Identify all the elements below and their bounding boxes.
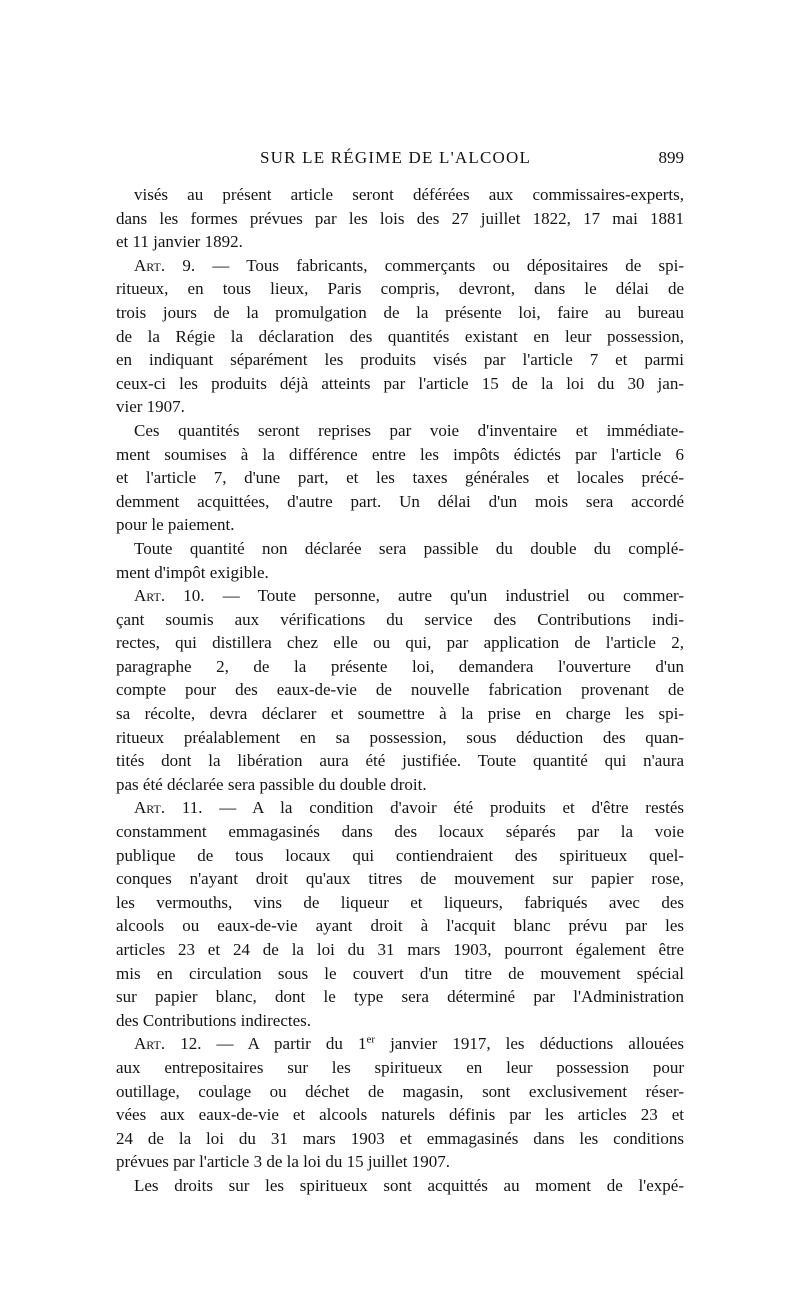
line-text: et l'article 7, d'une part, et les taxes générales et locales précé- xyxy=(116,468,684,488)
book-page xyxy=(116,0,684,1304)
text-line xyxy=(116,891,684,915)
line-text: les vermouths, vins de liqueur et liqueurs, fabriqués avec des xyxy=(116,892,684,912)
text-line xyxy=(116,844,684,868)
page-number: 899 xyxy=(658,148,684,167)
text-line xyxy=(116,726,684,750)
line-text-continued: janvier 1917, les déductions allouées xyxy=(375,1034,684,1054)
line-text: ritueux, en tous lieux, Paris compris, devront, dans le délai de xyxy=(116,279,684,299)
paragraph xyxy=(116,584,684,796)
line-text: conques n'ayant droit qu'aux titres de mouvement sur papier rose, xyxy=(116,869,684,889)
paragraph xyxy=(116,1032,684,1174)
line-text: ceux-ci les produits déjà atteints par l'article 15 de la loi du 30 jan- xyxy=(116,373,684,393)
line-text: — A la condition d'avoir été produits et d'être restés xyxy=(202,798,684,818)
line-text: alcools ou eaux-de-vie ayant droit à l'acquit blanc prévu par les xyxy=(116,916,684,936)
line-text: çant soumis aux vérifications du service des Contributions indi- xyxy=(116,609,684,629)
text-line xyxy=(116,985,684,1009)
line-text: de la Régie la déclaration des quantités existant en leur possession, xyxy=(116,326,684,346)
superscript: er xyxy=(366,1033,376,1046)
line-text: rectes, qui distillera chez elle ou qui, par application de l'article 2, xyxy=(116,633,684,653)
text-line xyxy=(116,325,684,349)
text-line xyxy=(116,348,684,372)
line-text: Toute quantité non déclarée sera passible du double du complé- xyxy=(134,538,684,558)
text-line xyxy=(116,1174,684,1198)
line-text: outillage, coulage ou déchet de magasin, sont exclusivement réser- xyxy=(116,1081,684,1101)
line-text: Ces quantités seront reprises par voie d'inventaire et immédiate- xyxy=(134,420,684,440)
line-text: Les droits sur les spiritueux sont acquittés au moment de l'expé- xyxy=(134,1175,684,1195)
text-line xyxy=(116,537,684,561)
text-line xyxy=(116,1103,684,1127)
paragraph xyxy=(116,254,684,419)
line-text: et 11 janvier 1892. xyxy=(116,232,243,252)
text-line xyxy=(116,513,684,537)
line-text: dans les formes prévues par les lois des 27 juillet 1822, 17 mai 1881 xyxy=(116,208,684,228)
line-text: vées aux eaux-de-vie et alcools naturels définis par les articles 23 et xyxy=(116,1105,684,1125)
text-line xyxy=(116,230,684,254)
text-line xyxy=(116,1009,684,1033)
text-line xyxy=(116,183,684,207)
text-line xyxy=(116,254,684,278)
text-line xyxy=(116,1056,684,1080)
text-line xyxy=(116,395,684,419)
running-head xyxy=(116,146,684,172)
text-line xyxy=(116,773,684,797)
text-line xyxy=(116,608,684,632)
line-text: pour le paiement. xyxy=(116,515,235,535)
text-line xyxy=(116,702,684,726)
text-line xyxy=(116,443,684,467)
line-text: — Tous fabricants, commerçants ou dépositaires de spi- xyxy=(195,255,684,275)
line-text: ment soumises à la différence entre les impôts édictés par l'article 6 xyxy=(116,444,684,464)
text-line xyxy=(116,1032,684,1056)
article-number: Art. 11. xyxy=(134,798,203,818)
text-line xyxy=(116,820,684,844)
text-line xyxy=(116,466,684,490)
text-line xyxy=(116,796,684,820)
text-line xyxy=(116,938,684,962)
line-text: ritueux préalablement en sa possession, sous déduction des quan- xyxy=(116,727,684,747)
text-line xyxy=(116,277,684,301)
line-text: demment acquittées, d'autre part. Un délai d'un mois sera accordé xyxy=(116,491,684,511)
line-text: 24 de la loi du 31 mars 1903 et emmagasinés dans les conditions xyxy=(116,1128,684,1148)
text-line xyxy=(116,1127,684,1151)
text-line xyxy=(116,207,684,231)
text-line xyxy=(116,678,684,702)
line-text: articles 23 et 24 de la loi du 31 mars 1903, pourront également être xyxy=(116,940,684,959)
line-text: vier 1907. xyxy=(116,397,185,417)
article-number: Art. 12. xyxy=(134,1034,202,1054)
line-text: constamment emmagasinés dans des locaux séparés par la voie xyxy=(116,822,684,842)
line-text: des Contributions indirectes. xyxy=(116,1010,312,1030)
body-text xyxy=(116,183,684,1198)
text-line xyxy=(116,867,684,891)
text-line xyxy=(116,914,684,938)
text-line xyxy=(116,419,684,443)
line-text: — A partir du 1 xyxy=(201,1034,367,1054)
text-line xyxy=(116,584,684,608)
line-text: — Toute personne, autre qu'un industriel ou commer- xyxy=(204,586,684,606)
paragraph xyxy=(116,537,684,584)
article-number: Art. 9. xyxy=(134,255,196,275)
text-line xyxy=(116,1150,684,1174)
line-text: en indiquant séparément les produits visés par l'article 7 et parmi xyxy=(116,350,684,370)
text-line xyxy=(116,490,684,514)
line-text: visés au présent article seront déférées aux commissaires-experts, xyxy=(134,185,684,204)
line-text: trois jours de la promulgation de la présente loi, faire au bureau xyxy=(116,302,684,322)
text-line xyxy=(116,631,684,655)
text-line xyxy=(116,655,684,679)
text-line xyxy=(116,561,684,585)
line-text: sa récolte, devra déclarer et soumettre à la prise en charge les spi- xyxy=(116,704,684,724)
text-line xyxy=(116,1080,684,1104)
paragraph xyxy=(116,796,684,1032)
text-line xyxy=(116,372,684,396)
paragraph xyxy=(116,419,684,537)
line-text: ment d'impôt exigible. xyxy=(116,562,269,582)
text-line xyxy=(116,749,684,773)
line-text: mis en circulation sous le couvert d'un titre de mouvement spécial xyxy=(116,963,684,983)
line-text: prévues par l'article 3 de la loi du 15 juillet 1907. xyxy=(116,1152,450,1172)
paragraph xyxy=(116,1174,684,1198)
text-line xyxy=(116,301,684,325)
text-line xyxy=(116,962,684,986)
line-text: aux entrepositaires sur les spiritueux en leur possession pour xyxy=(116,1057,684,1077)
line-text: compte pour des eaux-de-vie de nouvelle fabrication provenant de xyxy=(116,680,684,700)
line-text: sur papier blanc, dont le type sera déterminé par l'Administration xyxy=(116,987,684,1007)
paragraph xyxy=(116,183,684,254)
line-text: pas été déclarée sera passible du double droit. xyxy=(116,774,427,794)
line-text: paragraphe 2, de la présente loi, demandera l'ouverture d'un xyxy=(116,656,684,676)
article-number: Art. 10. xyxy=(134,586,205,606)
line-text: publique de tous locaux qui contiendraient des spiritueux quel- xyxy=(116,845,684,865)
line-text: tités dont la libération aura été justifiée. Toute quantité qui n'aura xyxy=(116,751,684,771)
running-title: SUR LE RÉGIME DE L'ALCOOL xyxy=(260,148,532,167)
